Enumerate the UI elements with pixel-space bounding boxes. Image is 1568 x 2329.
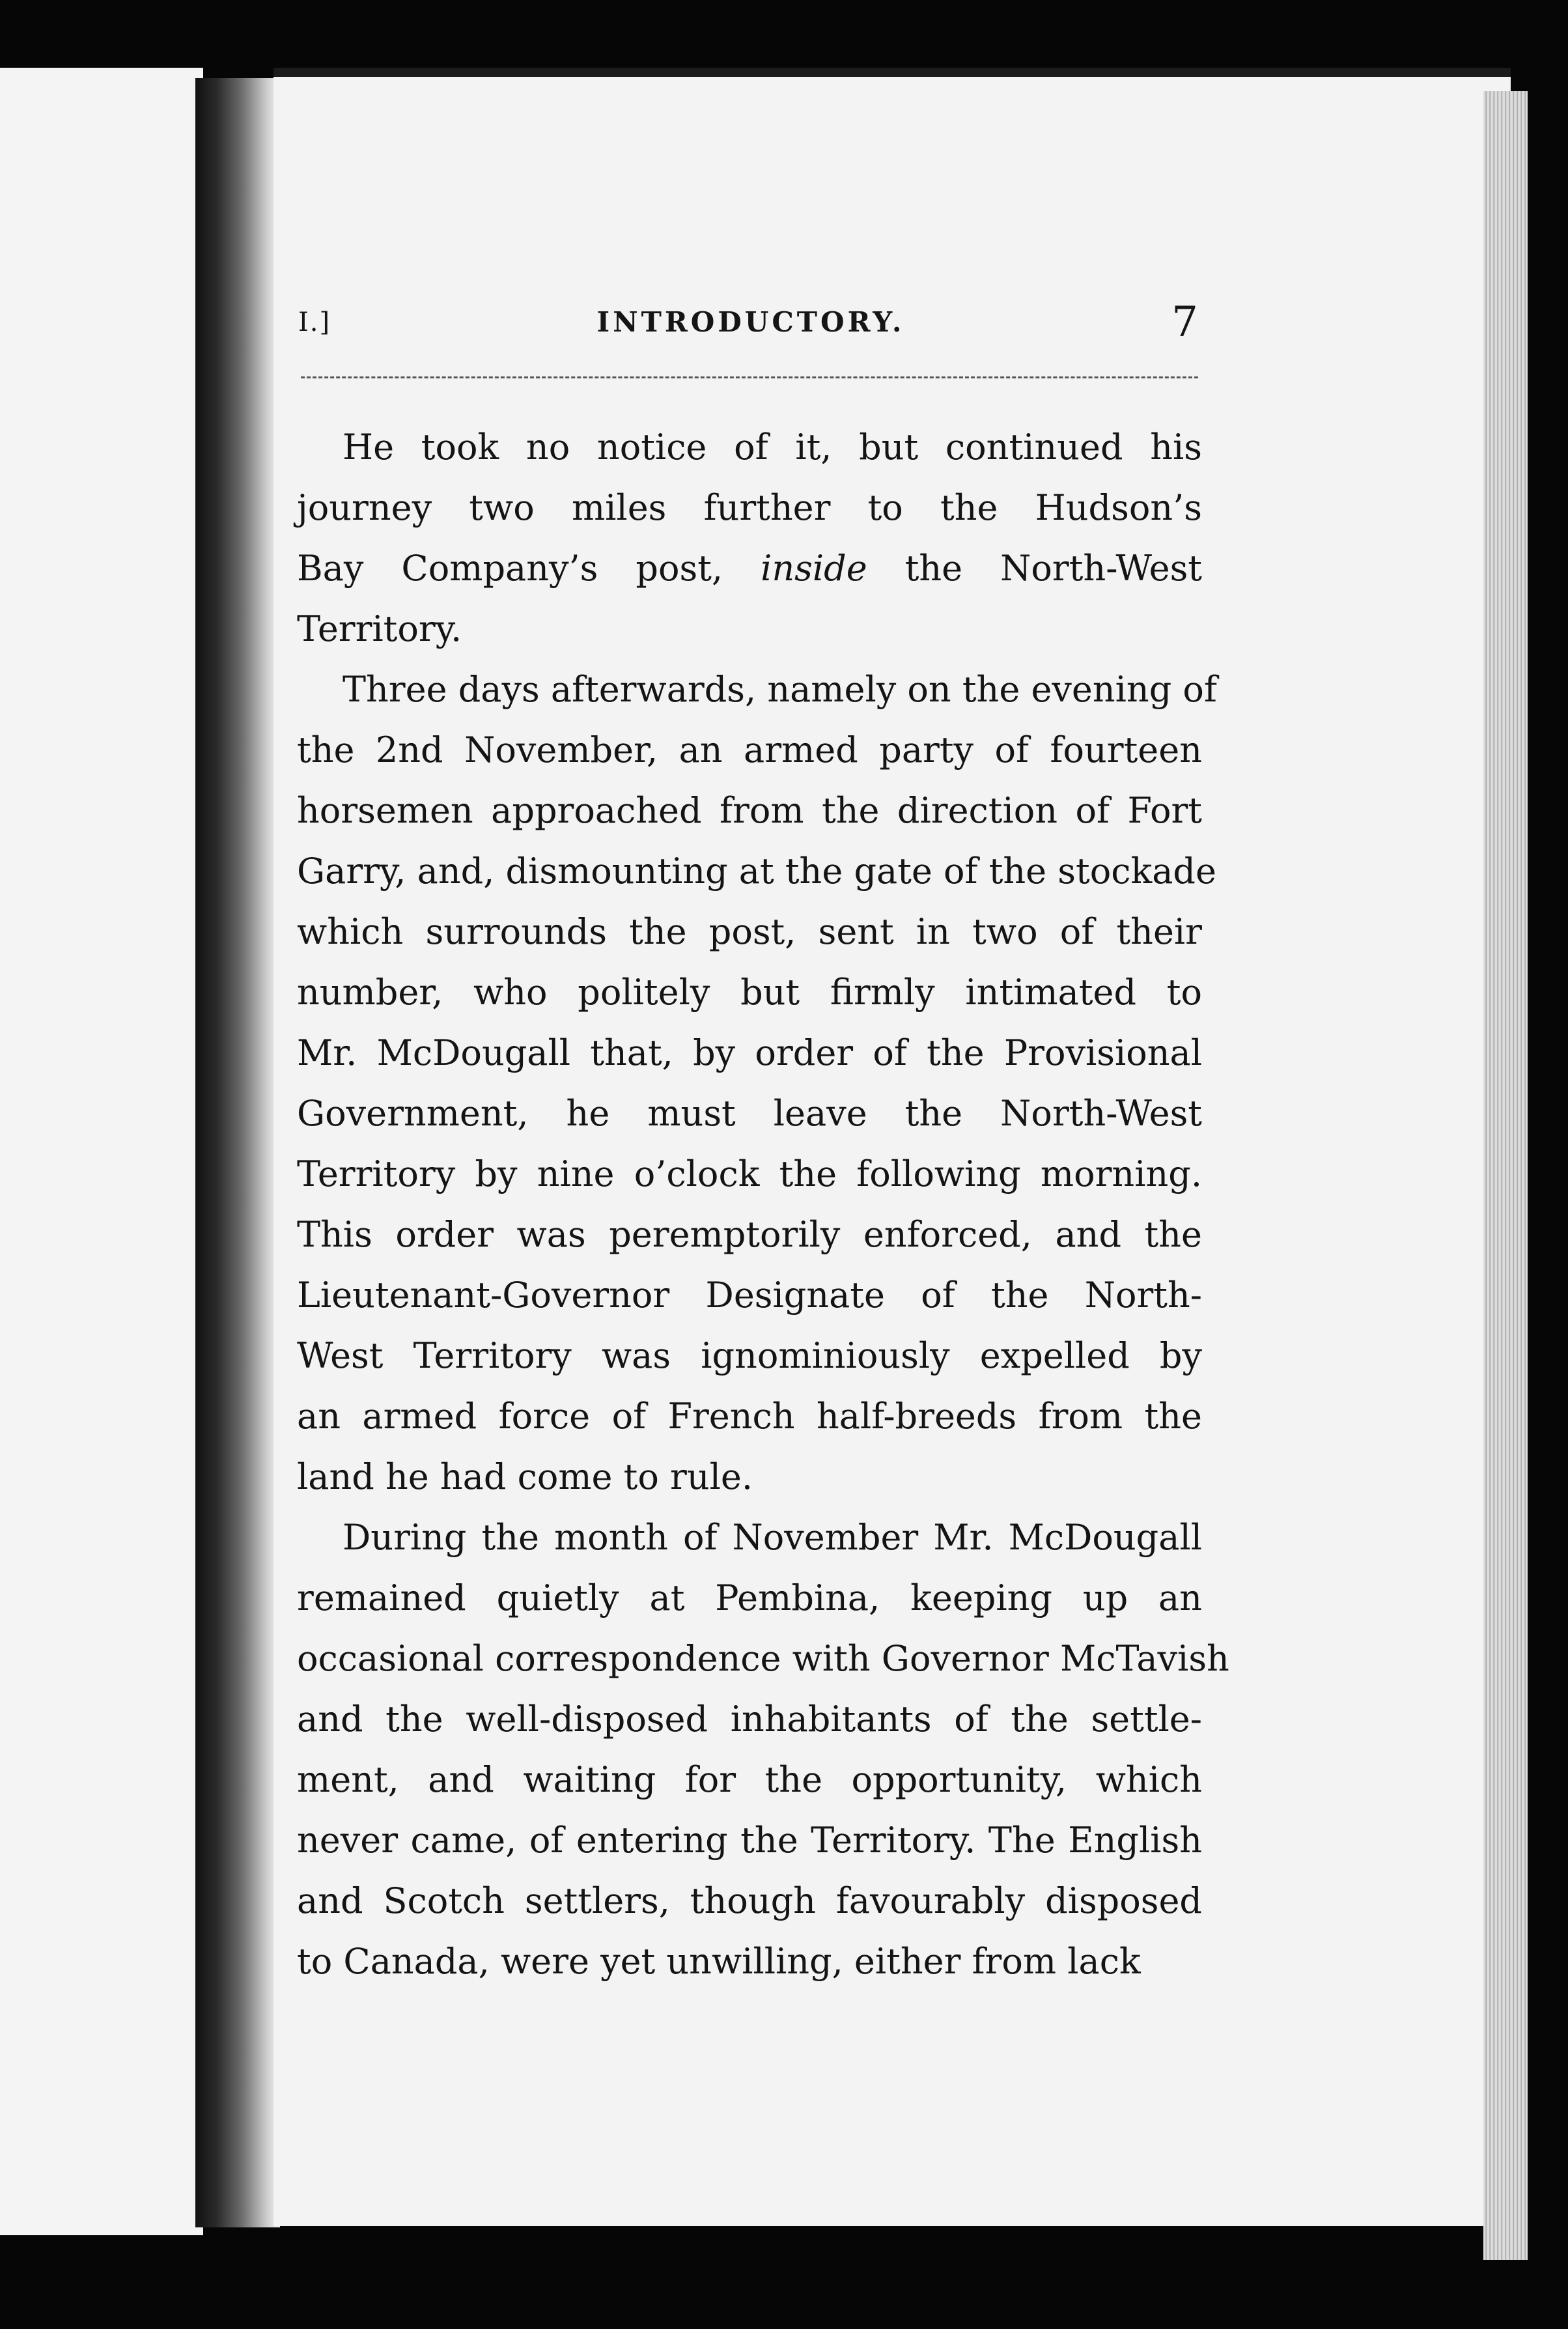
text-segment: Territory by nine o’clock the following morning. [297,1153,1202,1194]
text-line [297,1568,1202,1628]
page-number: 7 [1171,298,1198,346]
paragraph [297,659,1217,1507]
text-segment: journey two miles further to the Hudson’s [297,487,1202,528]
text-segment: an armed force of French half-breeds from the [297,1396,1202,1437]
text-line [297,1204,1202,1265]
body-text [297,417,1229,1992]
paragraph [297,1507,1229,1992]
text-line [297,1023,1202,1083]
chapter-label: I.] [298,307,331,337]
header-rule [301,376,1198,378]
text-segment: Three days afterwards, namely on the evening of [343,669,1217,710]
text-segment: and the well-disposed inhabitants of the settle- [297,1699,1202,1740]
text-line [297,1749,1202,1810]
text-line [297,841,1216,901]
text-segment: During the month of November Mr. McDougall [343,1517,1202,1558]
text-segment: to Canada, were yet unwilling, either from lack [297,1941,1141,1982]
text-segment: horsemen approached from the direction of Fort [297,790,1202,831]
text-line [297,417,1202,477]
text-line [297,901,1202,962]
text-line [297,599,1202,659]
text-segment: land he had come to rule. [297,1456,753,1497]
text-segment: Garry, and, dismounting at the gate of the stockade [297,851,1216,892]
text-segment: Government, he must leave the North-West [297,1093,1202,1134]
text-line [297,1507,1202,1568]
page-edges [1483,91,1528,2260]
facing-page-left [0,68,203,2235]
text-line [297,659,1217,720]
text-segment: Lieutenant-Governor Designate of the North- [297,1275,1202,1316]
text-line [297,477,1202,538]
text-segment: Bay Company’s post, [297,548,761,589]
text-line [297,1265,1202,1325]
text-line [297,1628,1229,1689]
text-segment: Territory. [297,608,462,649]
text-line [297,1870,1202,1931]
text-segment: He took no notice of it, but continued his [343,427,1202,468]
text-segment: This order was peremptorily enforced, and the [297,1214,1202,1255]
text-line [297,1810,1202,1870]
text-segment: ment, and waiting for the opportunity, which [297,1759,1202,1800]
text-line [297,1083,1202,1144]
text-line [297,1325,1202,1386]
text-line [297,720,1202,780]
text-segment: Mr. McDougall that, by order of the Provisional [297,1032,1202,1073]
text-segment: occasional correspondence with Governor McTavish [297,1638,1229,1679]
text-segment: West Territory was ignominiously expelled by [297,1335,1202,1376]
running-title: INTRODUCTORY. [596,306,905,338]
text-line [297,1931,1202,1992]
text-line [297,1447,1202,1507]
text-segment: the North-West [867,548,1202,589]
text-line [297,538,1202,599]
paragraph [297,417,1202,659]
book-gutter-shadow [195,78,280,2227]
text-line [297,962,1202,1023]
running-header [298,298,1203,350]
text-line [297,780,1202,841]
text-segment: and Scotch settlers, though favourably disposed [297,1880,1202,1921]
text-line [297,1386,1202,1447]
text-segment: which surrounds the post, sent in two of their [297,911,1202,952]
text-segment: remained quietly at Pembina, keeping up an [297,1577,1202,1618]
text-segment: number, who politely but firmly intimated to [297,972,1202,1013]
text-segment: never came, of entering the Territory. The English [297,1820,1202,1861]
text-line [297,1144,1202,1204]
text-segment: the 2nd November, an armed party of fourteen [297,729,1202,770]
text-line [297,1689,1202,1749]
italic-text: inside [761,548,867,589]
